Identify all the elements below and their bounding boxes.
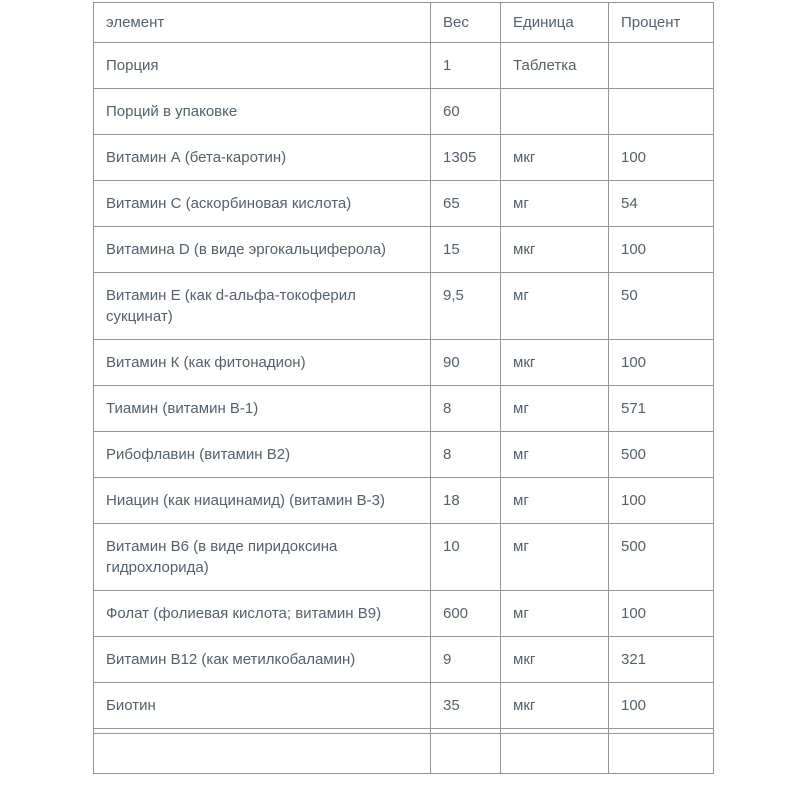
cell-unit: мг <box>501 591 609 637</box>
table-header <box>94 3 714 43</box>
cell-unit <box>501 89 609 135</box>
cell-percent: 321 <box>609 637 714 683</box>
cell-unit: мкг <box>501 135 609 181</box>
table-cutoff-rows <box>94 729 714 774</box>
table-row <box>94 227 714 273</box>
table-row <box>94 637 714 683</box>
cell-element: Порций в упаковке <box>94 89 431 135</box>
cell-percent: 100 <box>609 591 714 637</box>
column-header-element: элемент <box>94 3 431 43</box>
cell-element: Витамин С (аскорбиновая кислота) <box>94 181 431 227</box>
table-row <box>94 591 714 637</box>
cell-element: Тиамин (витамин В-1) <box>94 386 431 432</box>
cell-element: Фолат (фолиевая кислота; витамин В9) <box>94 591 431 637</box>
cell-weight <box>431 734 501 774</box>
cell-percent: 500 <box>609 524 714 591</box>
cell-weight: 9 <box>431 637 501 683</box>
cell-unit: Таблетка <box>501 43 609 89</box>
cell-unit <box>501 734 609 774</box>
cell-element: Витамин В12 (как метилкобаламин) <box>94 637 431 683</box>
table-row <box>94 89 714 135</box>
table-row <box>94 43 714 89</box>
table-row <box>94 273 714 340</box>
nutrition-table <box>93 2 714 774</box>
table-row <box>94 340 714 386</box>
supplement-facts-table-container <box>93 2 715 800</box>
cell-element: Рибофлавин (витамин В2) <box>94 432 431 478</box>
cell-weight: 18 <box>431 478 501 524</box>
cell-weight: 8 <box>431 432 501 478</box>
cell-element: Витамина D (в виде эргокальциферола) <box>94 227 431 273</box>
cell-unit: мг <box>501 524 609 591</box>
cell-weight: 90 <box>431 340 501 386</box>
cell-percent: 100 <box>609 135 714 181</box>
cell-percent: 100 <box>609 478 714 524</box>
column-header-percent: Процент <box>609 3 714 43</box>
cell-percent: 100 <box>609 683 714 729</box>
table-row <box>94 524 714 591</box>
cell-element <box>94 734 431 774</box>
cell-weight: 9,5 <box>431 273 501 340</box>
table-row <box>94 386 714 432</box>
cell-element: Ниацин (как ниацинамид) (витамин В-3) <box>94 478 431 524</box>
cell-element: Витамин А (бета-каротин) <box>94 135 431 181</box>
cell-percent: 100 <box>609 227 714 273</box>
table-row <box>94 181 714 227</box>
cell-element: Биотин <box>94 683 431 729</box>
cell-element: Витамин В6 (в виде пиридоксина гидрохлорида) <box>94 524 431 591</box>
cell-weight: 8 <box>431 386 501 432</box>
cell-weight: 60 <box>431 89 501 135</box>
column-header-unit: Единица <box>501 3 609 43</box>
cell-percent: 500 <box>609 432 714 478</box>
cell-weight: 35 <box>431 683 501 729</box>
cell-unit: мкг <box>501 683 609 729</box>
cell-weight: 1305 <box>431 135 501 181</box>
cell-weight: 15 <box>431 227 501 273</box>
table-row <box>94 432 714 478</box>
table-row <box>94 135 714 181</box>
cell-unit: мкг <box>501 340 609 386</box>
cell-unit: мг <box>501 432 609 478</box>
cell-percent: 100 <box>609 340 714 386</box>
cell-weight: 65 <box>431 181 501 227</box>
cell-unit: мкг <box>501 227 609 273</box>
cell-unit: мкг <box>501 637 609 683</box>
cell-weight: 600 <box>431 591 501 637</box>
table-row-partial <box>94 734 714 774</box>
table-row <box>94 683 714 729</box>
cell-percent: 50 <box>609 273 714 340</box>
cell-element: Витамин К (как фитонадион) <box>94 340 431 386</box>
cell-weight: 10 <box>431 524 501 591</box>
cell-unit: мг <box>501 386 609 432</box>
cell-percent <box>609 89 714 135</box>
cell-weight: 1 <box>431 43 501 89</box>
cell-unit: мг <box>501 273 609 340</box>
header-row <box>94 3 714 43</box>
cell-percent: 571 <box>609 386 714 432</box>
cell-element: Витамин Е (как d-альфа-токоферил сукцинат) <box>94 273 431 340</box>
cell-percent <box>609 734 714 774</box>
column-header-weight: Вес <box>431 3 501 43</box>
table-row <box>94 478 714 524</box>
table-body <box>94 43 714 729</box>
cell-unit: мг <box>501 478 609 524</box>
cell-percent <box>609 43 714 89</box>
cell-percent: 54 <box>609 181 714 227</box>
cell-element: Порция <box>94 43 431 89</box>
cell-unit: мг <box>501 181 609 227</box>
